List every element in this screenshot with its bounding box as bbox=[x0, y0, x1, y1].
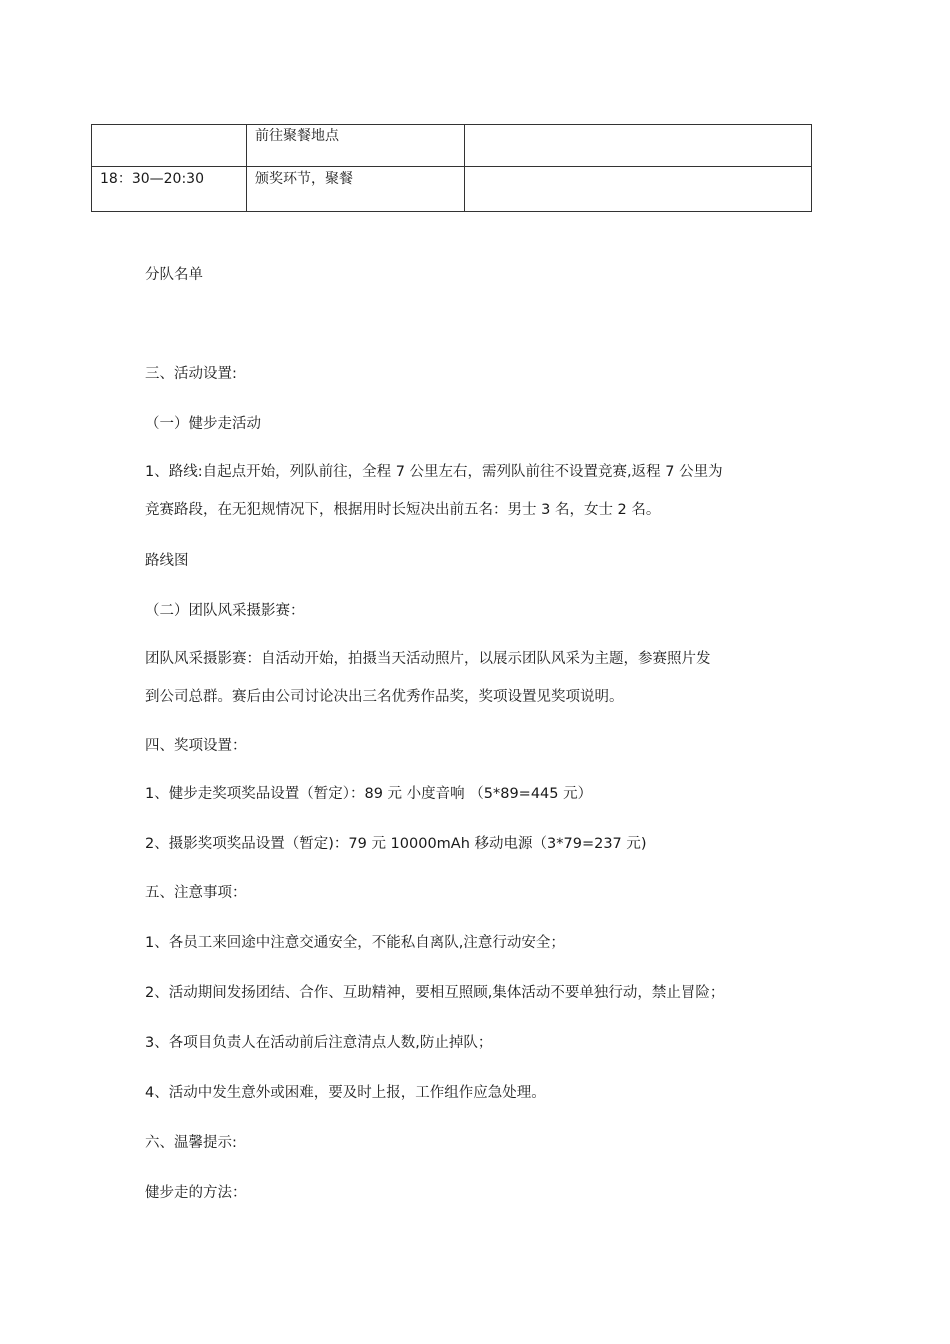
section-heading: 六、温馨提示: bbox=[145, 1135, 237, 1151]
list-item: 2、摄影奖项奖品设置（暂定)：79 元 10000mAh 移动电源（3*79=237 元) bbox=[145, 836, 647, 852]
note-cell bbox=[465, 125, 812, 167]
activity-cell: 前往聚餐地点 bbox=[247, 125, 465, 167]
subsection-heading: 健步走的方法： bbox=[145, 1185, 247, 1201]
list-item: 4、活动中发生意外或困难，要及时上报，工作组作应急处理。 bbox=[145, 1085, 546, 1101]
paragraph-line: 到公司总群。赛后由公司讨论决出三名优秀作品奖，奖项设置见奖项说明。 bbox=[145, 689, 624, 705]
list-item: 2、活动期间发扬团结、合作、互助精神，要相互照顾,集体活动不要单独行动，禁止冒险； bbox=[145, 985, 725, 1001]
table-row bbox=[92, 167, 812, 212]
note-cell bbox=[465, 167, 812, 212]
time-cell bbox=[92, 125, 247, 167]
list-item: 1、各员工来回途中注意交通安全，不能私自离队,注意行动安全； bbox=[145, 935, 565, 951]
paragraph-line: 竞赛路段，在无犯规情况下，根据用时长短决出前五名：男士 3 名，女士 2 名。 bbox=[145, 502, 661, 518]
team-list-label: 分队名单 bbox=[145, 267, 203, 283]
section-heading: 四、奖项设置： bbox=[145, 738, 247, 754]
subsection-heading: （一）健步走活动 bbox=[145, 416, 261, 432]
paragraph-line: 1、路线:自起点开始，列队前往，全程 7 公里左右，需列队前往不设置竞赛,返程 7 公里为 bbox=[145, 464, 723, 480]
route-map-label: 路线图 bbox=[145, 553, 189, 569]
list-item: 3、各项目负责人在活动前后注意清点人数,防止掉队； bbox=[145, 1035, 493, 1051]
schedule-table bbox=[91, 124, 812, 212]
section-heading: 三、活动设置: bbox=[145, 366, 237, 382]
paragraph-line: 团队风采摄影赛：自活动开始，拍摄当天活动照片，以展示团队风采为主题，参赛照片发 bbox=[145, 651, 711, 667]
table-row bbox=[92, 125, 812, 167]
subsection-heading: （二）团队风采摄影赛： bbox=[145, 603, 305, 619]
activity-cell: 颁奖环节，聚餐 bbox=[247, 167, 465, 212]
section-heading: 五、注意事项： bbox=[145, 885, 247, 901]
time-cell: 18：30—20:30 bbox=[92, 167, 247, 212]
list-item: 1、健步走奖项奖品设置（暂定）：89 元 小度音响 （5*89=445 元） bbox=[145, 786, 593, 802]
